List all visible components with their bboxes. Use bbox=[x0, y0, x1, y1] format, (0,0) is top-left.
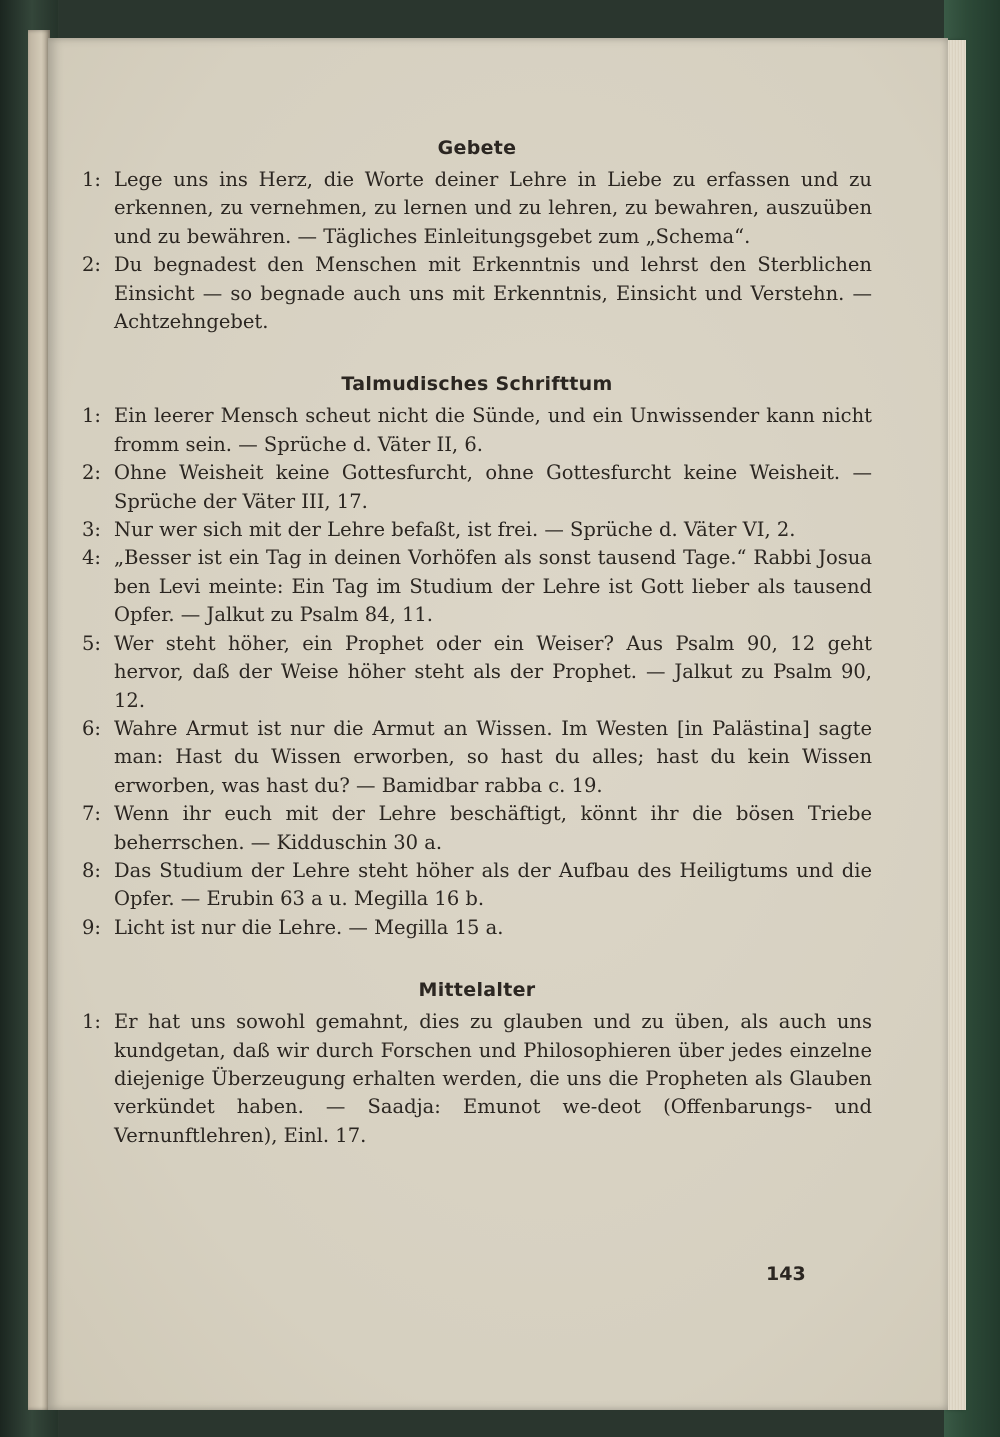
item-number: 2: bbox=[82, 253, 101, 277]
list-item bbox=[82, 402, 872, 459]
section-spacer bbox=[82, 942, 872, 972]
section-heading: Talmudisches Schrifttum bbox=[341, 373, 613, 396]
list-item bbox=[82, 251, 872, 336]
item-text: Das Studium der Lehre steht höher als der Aufbau des Heiligtums und die Opfer. — Erubin 63 a u. Megilla 16 b. bbox=[114, 858, 872, 911]
item-text: Ohne Weisheit keine Gottesfurcht, ohne Gottesfurcht keine Weisheit. — Sprüche der Väter III, 17. bbox=[114, 461, 872, 513]
list-item bbox=[82, 715, 872, 800]
item-number: 3: bbox=[82, 518, 101, 542]
item-number: 7: bbox=[82, 802, 101, 826]
list-item bbox=[82, 1008, 872, 1150]
item-number: 1: bbox=[82, 1010, 101, 1034]
list-item bbox=[82, 459, 872, 516]
item-number: 9: bbox=[82, 915, 101, 939]
item-text: Wahre Armut ist nur die Armut an Wissen. Im Westen [in Palästina] sagte man: Hast du Wissen erworben, so hast du alles; hast du kein Wissen erworben, was hast du? — Bamidbar rabba c. 19. bbox=[114, 716, 872, 797]
section-heading: Mittelalter bbox=[418, 979, 536, 1002]
item-number: 6: bbox=[82, 716, 101, 740]
item-text: Ein leerer Mensch scheut nicht die Sünde, und ein Unwissender kann nicht fromm sein. — Sprüche d. Väter II, 6. bbox=[114, 404, 872, 456]
page-number: 143 bbox=[766, 1263, 806, 1285]
item-number: 8: bbox=[82, 858, 101, 882]
item-text: „Besser ist ein Tag in deinen Vorhöfen als sonst tausend Tage.“ Rabbi Josua ben Levi meinte: Ein Tag im Studium der Lehre ist Gott lieber als tausend Opfer. — Jalkut zu Psalm 84, 11. bbox=[114, 546, 872, 627]
page-text bbox=[82, 130, 872, 1150]
book-page bbox=[48, 38, 948, 1410]
section-mittelalter bbox=[82, 972, 872, 1150]
item-number: 5: bbox=[82, 631, 101, 655]
item-text: Lege uns ins Herz, die Worte deiner Lehre in Liebe zu erfassen und zu erkennen, zu vernehmen, zu lernen und zu lehren, zu bewahren, auszuüben und zu bewähren. — Tägliches Einleitungsgebet zum „Schema“. bbox=[114, 168, 872, 248]
item-text: Wer steht höher, ein Prophet oder ein Weiser? Aus Psalm 90, 12 geht hervor, daß der Weise höher steht als der Prophet. — Jalkut zu Psalm 90, 12. bbox=[114, 631, 872, 712]
section-talmudisches-schrifttum bbox=[82, 366, 872, 942]
right-page-edges bbox=[948, 40, 966, 1410]
list-item bbox=[82, 516, 872, 544]
item-number: 1: bbox=[82, 404, 101, 428]
list-item bbox=[82, 630, 872, 715]
left-page-edge bbox=[28, 30, 50, 1410]
item-number: 1: bbox=[82, 168, 101, 191]
list-item bbox=[82, 544, 872, 629]
list-item bbox=[82, 166, 872, 251]
list-item bbox=[82, 800, 872, 857]
item-text: Du begnadest den Menschen mit Erkenntnis und lehrst den Sterblichen Einsicht — so begnade auch uns mit Erkenntnis, Einsicht und Verstehn. — Achtzehngebet. bbox=[114, 253, 872, 334]
list-item bbox=[82, 914, 872, 942]
section-gebete bbox=[82, 130, 872, 336]
item-number: 4: bbox=[82, 546, 101, 570]
item-number: 2: bbox=[82, 461, 101, 485]
section-heading: Gebete bbox=[437, 137, 517, 159]
item-text: Er hat uns sowohl gemahnt, dies zu glauben und zu üben, als auch uns kundgetan, daß wir durch Forschen und Philosophieren über jedes einzelne diejenige Überzeugung erhalten werden, die uns die Propheten als Glauben verkündet haben. — Saadja: Emunot we-deot (Offenbarungs- und Vernunftlehren), Einl. 17. bbox=[114, 1010, 872, 1147]
item-text: Nur wer sich mit der Lehre befaßt, ist frei. — Sprüche d. Väter VI, 2. bbox=[114, 518, 796, 542]
list-item bbox=[82, 857, 872, 914]
item-text: Licht ist nur die Lehre. — Megilla 15 a. bbox=[114, 915, 504, 939]
item-text: Wenn ihr euch mit der Lehre beschäftigt, könnt ihr die bösen Triebe beherrschen. — Kidduschin 30 a. bbox=[114, 802, 872, 854]
section-spacer bbox=[82, 336, 872, 366]
